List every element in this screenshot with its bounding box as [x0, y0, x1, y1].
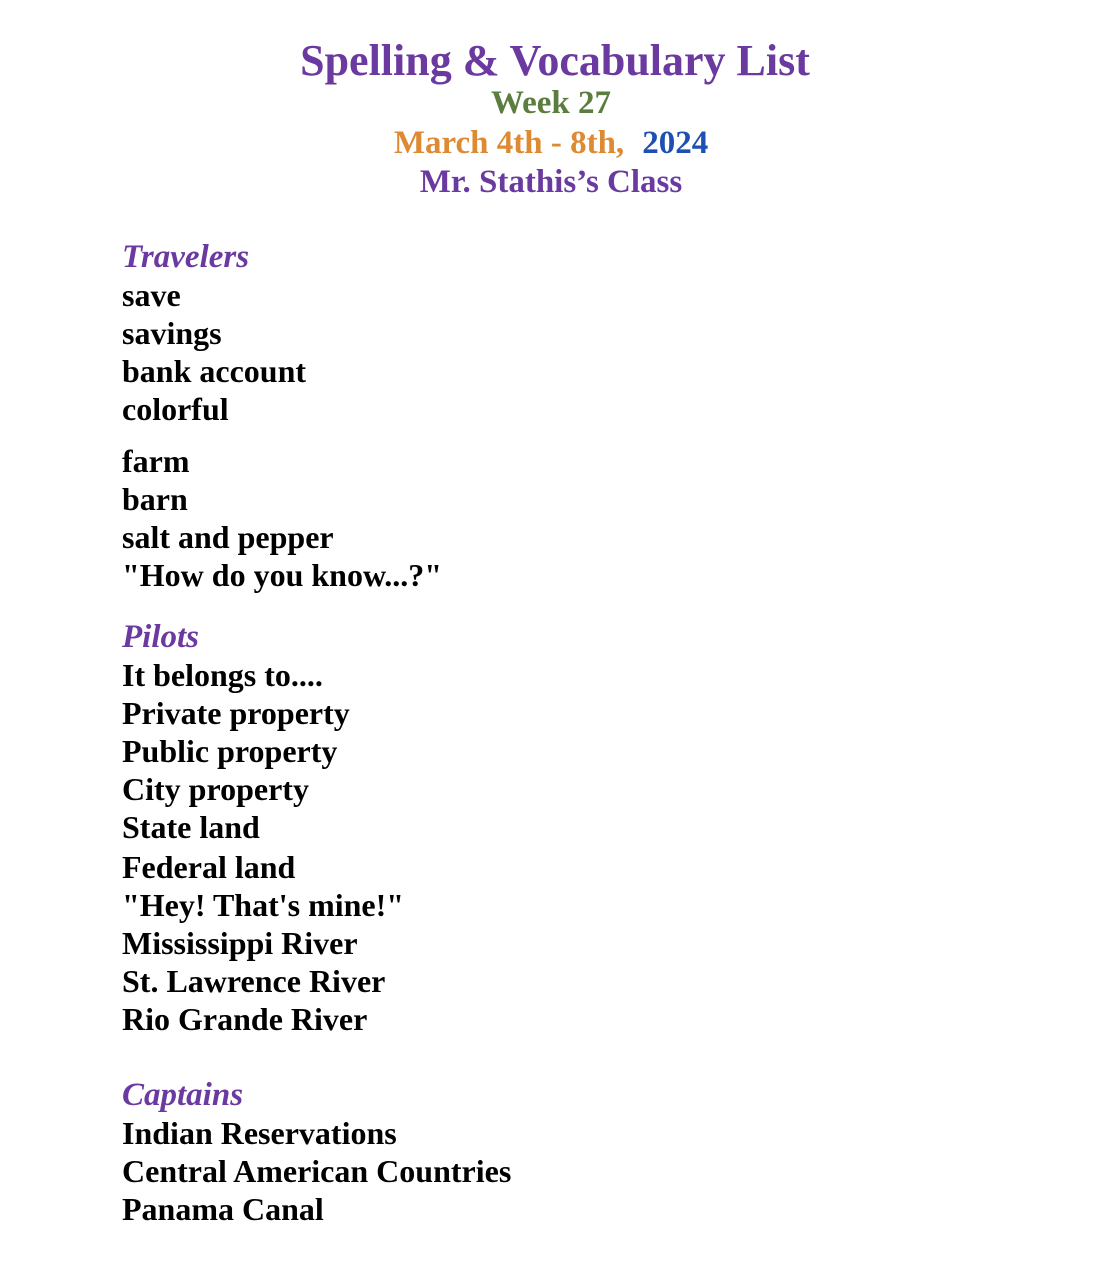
list-item: State land [122, 809, 260, 845]
list-item: Panama Canal [122, 1191, 324, 1227]
list-item: Federal land [122, 849, 296, 885]
list-item: Public property [122, 733, 338, 769]
list-item: salt and pepper [122, 519, 334, 555]
list-item: St. Lawrence River [122, 963, 386, 999]
list-item: savings [122, 315, 222, 351]
list-item: Central American Countries [122, 1153, 512, 1189]
section-travelers [122, 238, 442, 594]
list-item: Private property [122, 695, 350, 731]
section-title: Pilots [122, 619, 200, 655]
list-item: Rio Grande River [122, 1001, 368, 1037]
list-item: It belongs to.... [122, 657, 323, 693]
list-item: Mississippi River [122, 925, 358, 961]
list-item: "Hey! That's mine!" [122, 887, 405, 923]
list-item: Indian Reservations [122, 1115, 397, 1151]
section-title: Travelers [122, 239, 250, 275]
list-item: barn [122, 481, 188, 517]
list-item: City property [122, 771, 309, 807]
list-item: colorful [122, 391, 229, 427]
section-captains [122, 1076, 511, 1228]
list-item: "How do you know...?" [122, 557, 443, 593]
date-range: March 4th - 8th, [393, 125, 625, 161]
week-label: Week 27 [490, 85, 612, 121]
list-item: farm [122, 443, 190, 479]
class-name: Mr. Stathis’s Class [419, 164, 683, 200]
document-title: Spelling & Vocabulary List [300, 36, 810, 85]
list-item: bank account [122, 353, 307, 389]
date-line [0, 124, 1098, 162]
year-label: 2024 [642, 125, 709, 161]
section-title: Captains [122, 1077, 244, 1113]
section-pilots [122, 618, 404, 1038]
list-item: save [122, 277, 181, 313]
